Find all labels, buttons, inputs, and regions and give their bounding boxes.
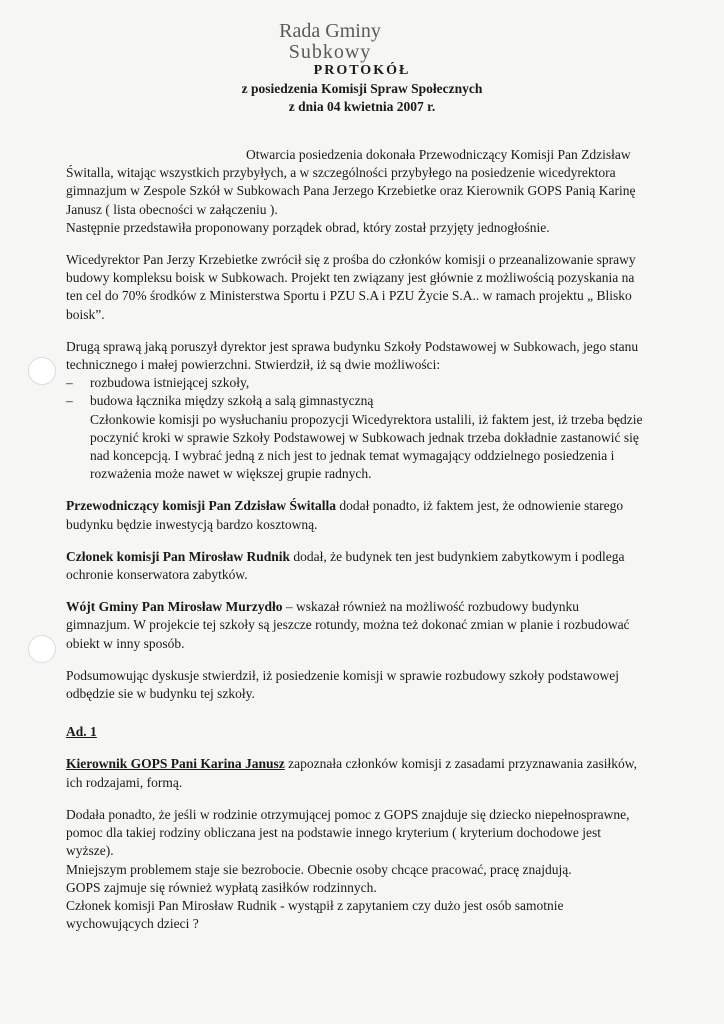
speaker-name: Wójt Gminy Pan Mirosław Murzydło [66,599,283,615]
paragraph-unemployment: Mniejszym problemem staje sie bezrobocie. Obecnie osoby chcące pracować, pracę znajdują. [66,861,572,877]
document-subtitle: z posiedzenia Komisji Spraw Społecznych [241,81,483,96]
speaker-name: Przewodniczący komisji Pan Zdzisław Świtalla [66,498,336,514]
speaker-text: zapoznała członków komisji z zasadami przyznawania zasiłków, ich rodzajami, formą. [66,756,638,790]
paragraph-family-benefits: GOPS zajmuje się również wypłatą zasiłków rodzinnych. [66,879,377,895]
paragraph-disability: Dodała ponadto, że jeśli w rodzinie otrzymującej pomoc z GOPS znajduje się dziecko niepełnosprawne, pomoc dla takiej rodziny obliczana jest na podstawie innego kryterium ( kryterium dochodowe jest wyższe). [66,806,630,859]
speaker-text: – wskazał również na możliwość rozbudowy budynku gimnazjum. W projekcie tej szkoły są jeszcze rotundy, można też dokonać zmian w planie i rozbudować obiekt w inny sposób. [66,599,630,651]
punch-hole-bottom [28,635,56,663]
document-title: PROTOKÓŁ [313,63,411,78]
paragraph-member [66,548,646,584]
document-body [66,146,646,933]
options-list [66,374,646,410]
stamp-council-name: Rada Gminy [279,20,381,42]
agenda-item-heading: Ad. 1 [66,724,97,740]
speaker-text: dodał, że budynek ten jest budynkiem zabytkowym i podlega ochronie konserwatora zabytków. [66,548,625,583]
paragraph-mayor [66,598,646,653]
list-item: – budowa łącznika między szkołą a salą gimnastyczną [66,392,646,410]
speaker-name: Kierownik GOPS Pani Karina Janusz [66,756,285,772]
paragraph-opening: Otwarcia posiedzenia dokonała Przewodniczący Komisji Pan Zdzisław Świtalla, witając wszystkich przybyłych, a w szczególności przybyłego na posiedzenie wicedyrektora gimnazjum w Zespole Szkół w Subkowach Pana Jerzego Krzebietke oraz Kierownik GOPS Panią Karinę Janusz ( lista obecności w załączeniu ). [66,147,636,217]
speaker-name: Członek komisji Pan Mirosław Rudnik [66,548,291,564]
document-date: z dnia 04 kwietnia 2007 r. [288,99,436,114]
paragraph-sports-fields: Wicedyrektor Pan Jerzy Krzebietke zwrócił się z prośba do członków komisji o przeanalizowanie sprawy budowy kompleksu boisk w Subkowach. Projekt ten związany jest głównie z możliwością pozyskania na ten cel do 70% środków z Ministerstwa Sportu i PZU S.A i PZU Życie S.A.. w ramach projektu „ Blisko boisk”. [66,252,636,322]
paragraph-chairman [66,497,646,533]
list-item: – rozbudowa istniejącej szkoły, [66,374,646,392]
stamp-municipality: Subkowy [288,41,372,63]
paragraph-committee-decision: Członkowie komisji po wysłuchaniu propozycji Wicedyrektora ustalili, iż faktem jest, iż trzeba będzie poczynić kroki w sprawie Szkoły Podstawowej w Subkowach jednak trzeba dokładnie zastanowić się nad koncepcją. I wybrać jedną z nich jest to jednak temat wymagający oddzielnego posiedzenia i rozważenia może nawet w większej grupie radnych. [90,411,643,482]
document-header [0,62,724,116]
council-stamp [250,20,410,62]
paragraph-school-building: Drugą sprawą jaką poruszył dyrektor jest sprawa budynku Szkoły Podstawowej w Subkowach, jego stanu technicznego i małej powierzchni. Stwierdził, iż są dwie możliwości: [66,338,639,373]
paragraph-summary: Podsumowując dyskusje stwierdził, iż posiedzenie komisji w sprawie rozbudowy szkoły podstawowej odbędzie sie w budynku tej szkoły. [66,667,620,702]
paragraph-agenda: Następnie przedstawiła proponowany porządek obrad, który został przyjęty jednogłośnie. [66,219,550,235]
paragraph-gops [66,755,646,791]
speaker-text: dodał ponadto, iż faktem jest, że odnowienie starego budynku będzie inwestycją bardzo kosztowną. [66,498,624,532]
paragraph-question: Członek komisji Pan Mirosław Rudnik - wystąpił z zapytaniem czy dużo jest osób samotnie wychowujących dzieci ? [66,897,564,932]
punch-hole-top [28,357,56,385]
